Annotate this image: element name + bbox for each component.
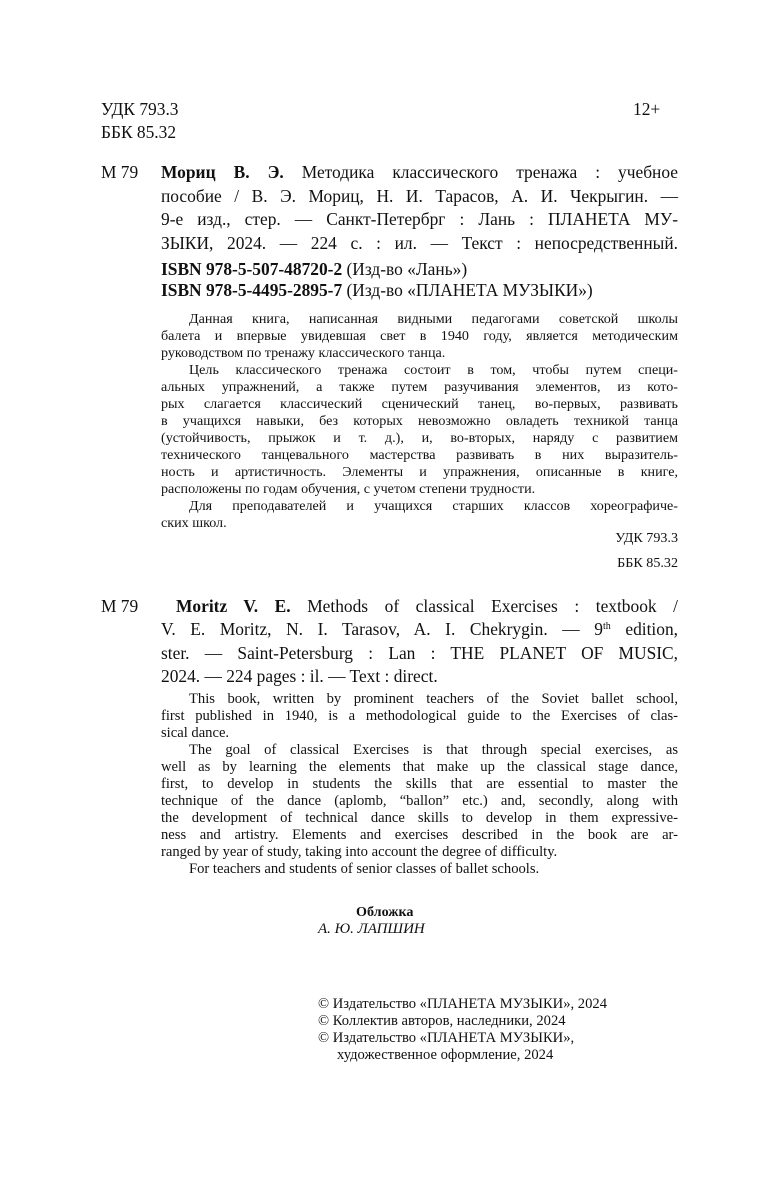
ru-entry-line-3: 9-е изд., стер. — Санкт-Петербрг : Лань : ПЛАНЕТА МУ- [161,209,678,229]
cover-label: Обложка [356,904,414,920]
en-author: Moritz V. E. [176,596,291,616]
en-abstract-line: first, to develop in students the skills that are essential to master the [161,776,678,792]
ru-abstract-line: в учащихся навыки, без которых невозможно овладеть техникой танца [161,413,678,429]
en-abstract-line: the development of technical dance skills to develop in them expressive- [161,810,678,826]
en-abstract-line: This book, written by prominent teachers of the Soviet ballet school, [189,691,678,707]
ru-abstract-line: балета и впервые увидевшая свет в 1940 году, является методическим [161,328,678,344]
en-abstract-line: technique of the dance (aplomb, “ballon” etc.) and, secondly, along with [161,793,678,809]
ru-entry-line-1: Мориц В. Э. Методика классического тренажа : учебное [161,162,678,182]
en-abstract-line: ness and artistry. Elements and exercises described in the book are ar- [161,827,678,843]
ru-abstract [161,311,678,532]
ru-abstract-line: ских школ. [161,515,227,531]
isbn-line-2: ISBN 978-5-4495-2895-7 (Изд-во «ПЛАНЕТА МУЗЫКИ») [161,280,593,300]
ru-abstract-line: руководством по тренажу классического танца. [161,345,446,361]
ru-abstract-line: (устойчивость, прыжок и т. д.), и, во-вторых, наряду с развитием [161,430,678,446]
en-entry-line-3: ster. — Saint-Petersburg : Lan : THE PLANET OF MUSIC, [161,642,678,663]
copyright-line: художественное оформление, 2024 [337,1047,554,1063]
cover-artist: А. Ю. ЛАПШИН [318,921,425,937]
ru-footer-udk: УДК 793.3 [615,530,678,546]
ru-abstract-line: Данная книга, написанная видными педагогами советской школы [189,311,678,327]
en-entry-code: M 79 [101,596,139,616]
en-abstract-line: well as by learning the elements that make up the classical stage dance, [161,759,678,775]
ru-entry-code: М 79 [101,162,139,182]
ru-abstract-line: альных упражнений, а также путем разучивания элементов, из кото- [161,379,678,395]
en-entry-body [176,595,678,619]
en-abstract-line: sical dance. [161,725,230,741]
ru-footer-bbk: ББК 85.32 [617,555,678,571]
en-abstract-line: The goal of classical Exercises is that through special exercises, as [189,742,678,758]
ru-entry-body [161,161,678,255]
ru-abstract-line: ность и артистичность. Элементы и упражнения, описанные в книге, [161,464,678,480]
ru-author: Мориц В. Э. [161,162,284,182]
en-entry-line-2: V. E. Moritz, N. I. Tarasov, A. I. Chekrygin. — 9th edition, [161,619,678,639]
ru-abstract-line: рых слагается классический сценический танец, во-первых, развивать [161,396,678,412]
ru-abstract-line: расположены по годам обучения, с учетом степени трудности. [161,481,536,497]
ru-abstract-line: Для преподавателей и учащихся старших классов хореографиче- [189,498,678,514]
en-entry-line-4: 2024. — 224 pages : il. — Text : direct. [161,666,438,686]
en-abstract-line: first published in 1940, is a methodological guide to the Exercises of clas- [161,708,678,724]
ru-abstract-line: Цель классического тренажа состоит в том, чтобы путем специ- [189,362,678,378]
copyright-line: © Издательство «ПЛАНЕТА МУЗЫКИ», 2024 [318,996,607,1012]
isbn-line-1: ISBN 978-5-507-48720-2 (Изд-во «Лань») [161,259,468,279]
copyright-line: © Коллектив авторов, наследники, 2024 [318,1013,566,1029]
ru-entry-line-2: пособие / В. Э. Мориц, Н. И. Тарасов, А. И. Чекрыгин. — [161,185,678,206]
en-abstract-line: For teachers and students of senior classes of ballet schools. [189,861,540,877]
en-abstract [161,691,678,878]
en-entry-body-cont [161,618,678,689]
en-entry-line-1: Moritz V. E. Methods of classical Exercises : textbook / [176,596,678,616]
ru-entry-line-4: ЗЫКИ, 2024. — 224 с. : ил. — Текст : непосредственный. [161,232,678,253]
header-udk: УДК 793.3 [101,99,179,119]
copyright-line: © Издательство «ПЛАНЕТА МУЗЫКИ», [318,1030,575,1046]
ru-abstract-line: технического танцевального мастерства развивать в них выразитель- [161,447,678,463]
age-rating: 12+ [633,99,661,119]
header-bbk: ББК 85.32 [101,122,177,142]
copyright-block [318,996,607,1064]
en-abstract-line: ranged by year of study, taking into account the degree of difficulty. [161,844,558,860]
